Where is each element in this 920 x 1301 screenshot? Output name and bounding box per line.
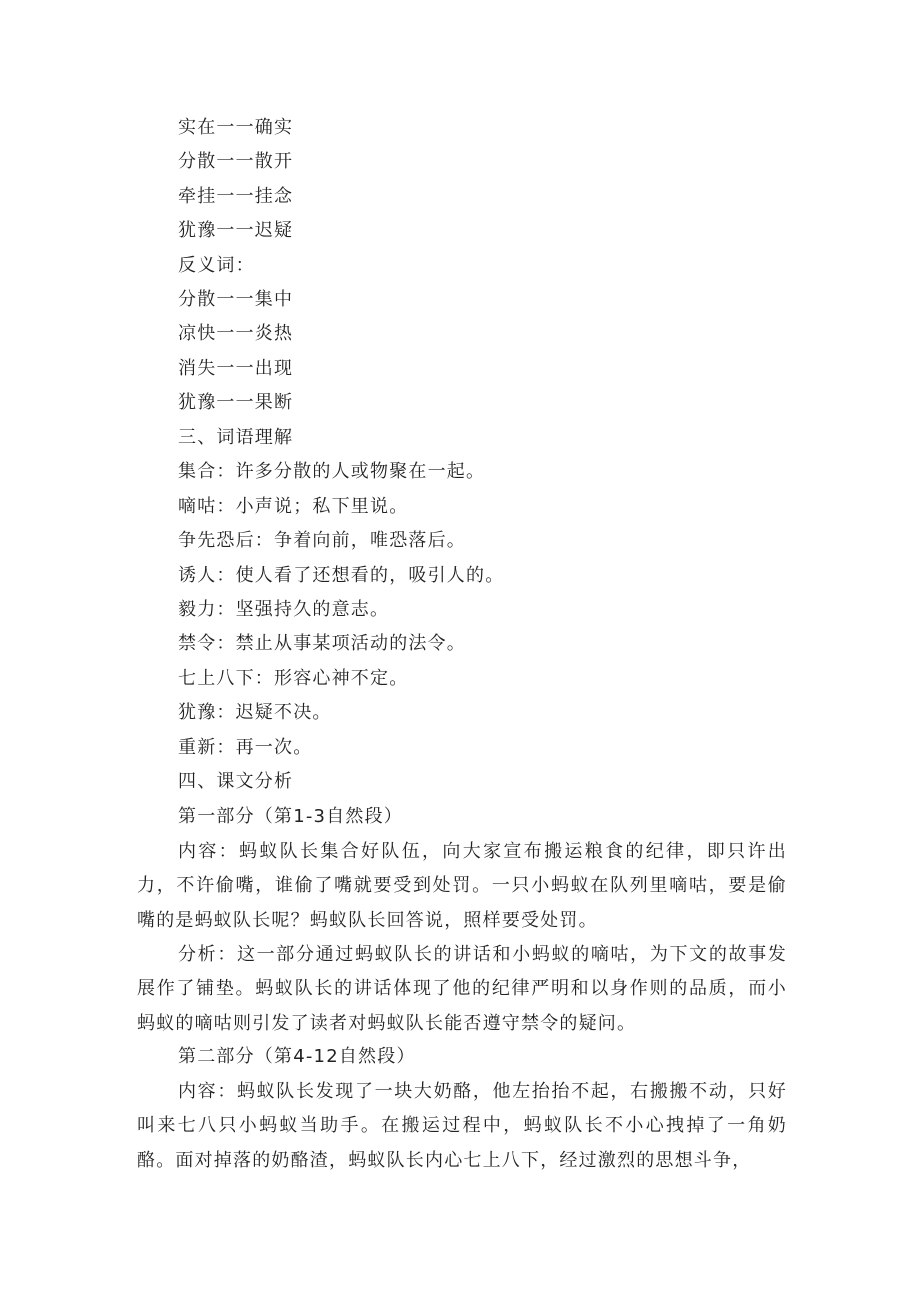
- antonym-line-2: 凉快一一炎热: [178, 323, 294, 344]
- definition-line-3: 争先恐后：争着向前，唯恐落后。: [178, 530, 466, 551]
- definition-line-9: 重新：再一次。: [178, 737, 313, 758]
- section-heading-vocabulary: 三、词语理解: [178, 427, 294, 448]
- part-one-heading: 第一部分（第1-3自然段）: [178, 806, 403, 827]
- antonym-line-4: 犹豫一一果断: [178, 392, 294, 413]
- definition-line-5: 毅力：坚强持久的意志。: [178, 599, 390, 620]
- part-one-content-paragraph: 内容：蚂蚁队长集合好队伍，向大家宣布搬运粮食的纪律，即只许出力，不许偷嘴，谁偷了嘴就要受到处罚。一只小蚂蚁在队列里嘀咕，要是偷嘴的是蚂蚁队长呢？蚂蚁队长回答说，照样要受处罚。: [137, 841, 787, 931]
- section-heading-analysis: 四、课文分析: [178, 771, 294, 792]
- definition-line-2: 嘀咕：小声说；私下里说。: [178, 496, 409, 517]
- antonym-line-3: 消失一一出现: [178, 358, 294, 379]
- synonym-line-4: 犹豫一一迟疑: [178, 220, 294, 241]
- definition-line-8: 犹豫：迟疑不决。: [178, 702, 332, 723]
- definition-line-7: 七上八下：形容心神不定。: [178, 668, 409, 689]
- synonym-line-1: 实在一一确实: [178, 117, 294, 138]
- synonym-line-2: 分散一一散开: [178, 151, 294, 172]
- synonym-line-3: 牵挂一一挂念: [178, 186, 294, 207]
- part-two-heading: 第二部分（第4-12自然段）: [178, 1046, 416, 1067]
- part-two-content-paragraph: 内容：蚂蚁队长发现了一块大奶酪，他左抬抬不起，右搬搬不动，只好叫来七八只小蚂蚁当助手。在搬运过程中，蚂蚁队长不小心拽掉了一角奶酪。面对掉落的奶酪渣，蚂蚁队长内心七上八下，经过激烈的思想斗争，: [137, 1081, 787, 1171]
- antonym-heading: 反义词：: [178, 255, 255, 276]
- antonym-line-1: 分散一一集中: [178, 289, 294, 310]
- definition-line-6: 禁令：禁止从事某项活动的法令。: [178, 633, 466, 654]
- part-one-analysis-paragraph: 分析：这一部分通过蚂蚁队长的讲话和小蚂蚁的嘀咕，为下文的故事发展作了铺垫。蚂蚁队长的讲话体现了他的纪律严明和以身作则的品质，而小蚂蚁的嘀咕则引发了读者对蚂蚁队长能否遵守禁令的疑问。: [137, 944, 787, 1034]
- definition-line-1: 集合：许多分散的人或物聚在一起。: [178, 461, 486, 482]
- definition-line-4: 诱人：使人看了还想看的，吸引人的。: [178, 565, 505, 586]
